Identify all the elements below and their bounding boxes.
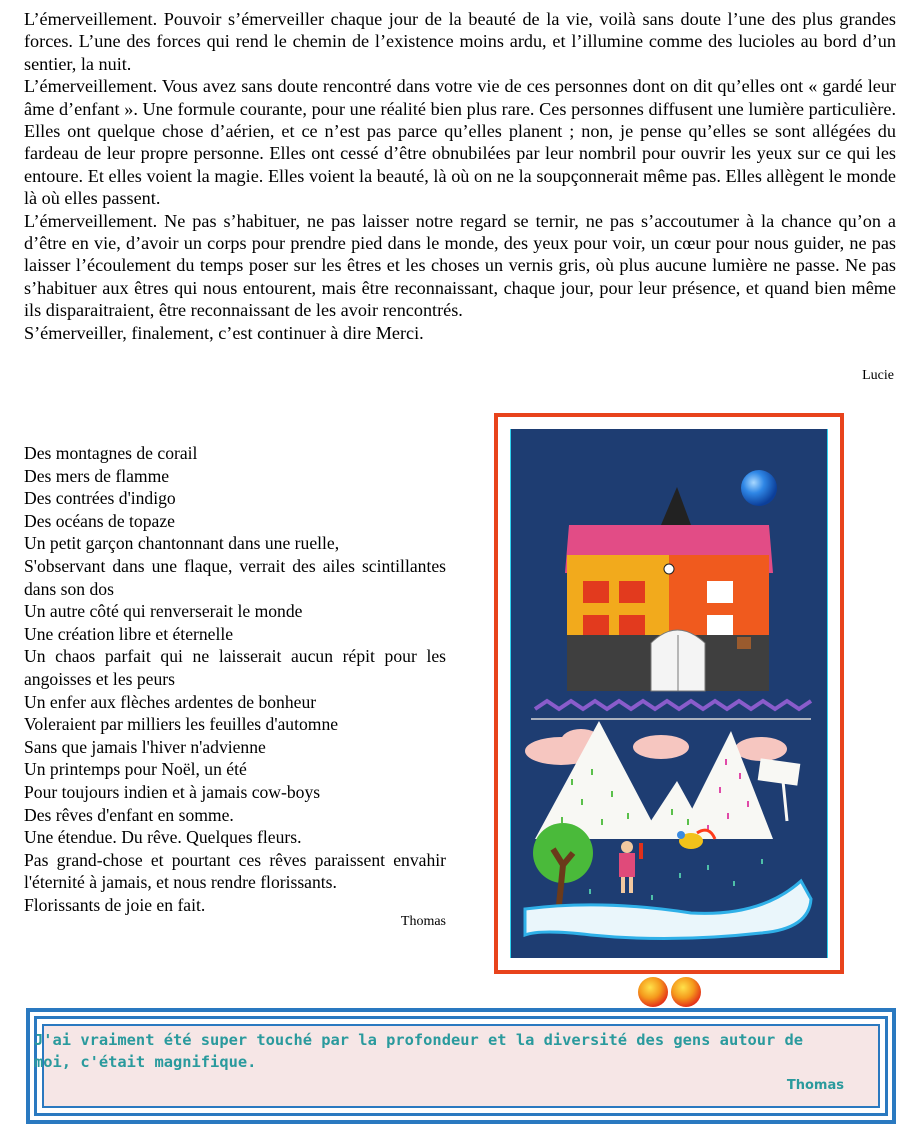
poem-line: Pas grand-chose et pourtant ces rêves paraissent envahir l'éternité à jamais, et nous rendre florissants. <box>24 849 446 893</box>
poem-line: S'observant dans une flaque, verrait des ailes scintillantes dans son dos <box>24 555 446 599</box>
essay-text <box>24 8 896 344</box>
poem-line: Un petit garçon chantonnant dans une ruelle, <box>24 533 340 554</box>
tree-drawing <box>533 823 593 905</box>
poem-line: Des montagnes de corail <box>24 443 198 463</box>
blue-ball-icon <box>741 470 777 506</box>
river-drawing <box>525 881 811 939</box>
clouds-drawing <box>525 729 787 765</box>
poem-line: Pour toujours indien et à jamais cow-boys <box>24 781 321 802</box>
poem-line: Des contrées d'indigo <box>24 488 176 509</box>
poem-line: Des océans de topaze <box>24 510 175 531</box>
orange-ball-icon <box>671 977 701 1007</box>
poem-line: Une création libre et éternelle <box>24 623 234 644</box>
zigzag-line <box>535 701 811 709</box>
poem-line: Sans que jamais l'hiver n'advienne <box>24 736 266 757</box>
poem-line: Une étendue. Du rêve. Quelques fleurs. <box>24 827 302 848</box>
child-drawing <box>511 429 827 958</box>
child-drawing-frame <box>494 413 844 974</box>
signpost-drawing <box>758 758 801 785</box>
essay-signature: Lucie <box>862 368 894 383</box>
poem <box>24 442 446 916</box>
essay-paragraph: L’émerveillement. Ne pas s’habituer, ne pas laisser notre regard se ternir, ne pas s’accoutumer à la chance qu’on a d’être en vie, d’avoir un corps pour prendre pied dans le monde, des yeux pour voir, un cœur pour nous guider, ne pas laisser l’écoulement du temps poser sur les êtres et les choses un vernis gris, où plus aucune lumière ne passe. Ne pas s’habituer aux êtres qui nous entourent, mais être reconnaissant, chaque jour, pour leur présence, et quand bien même ils disparaitraient, être reconnaissant de les avoir rencontrés. <box>24 210 896 321</box>
poem-line: Florissants de joie en fait. <box>24 894 206 915</box>
orange-ball-icon <box>638 977 668 1007</box>
poem-line: Voleraient par milliers les feuilles d'automne <box>24 714 339 735</box>
poem-line: Un chaos parfait qui ne laisserait aucun répit pour les angoisses et les peurs <box>24 646 446 689</box>
poem-line: Un enfer aux flèches ardentes de bonheur <box>24 691 317 712</box>
poem-line: Un printemps pour Noël, un été <box>24 759 247 780</box>
poem-signature: Thomas <box>400 914 446 929</box>
quote-text: J'ai vraiment été super touché par la profondeur et la diversité des gens autour de moi, c'était magnifique. <box>34 1031 804 1071</box>
essay-paragraph: L’émerveillement. Vous avez sans doute rencontré dans votre vie de ces personnes dont on dit qu’elles ont « gardé leur âme d’enfant ». Une formule courante, pour une réalité bien plus rare. Ces personnes diffusent une lumière particulière. Elles ont quelque chose d’aérien, et ce n’est pas parce qu’elles planent ; non, je pense qu’elles se sont allégées du fardeau de leur propre personne. Elles ont cessé d’être obnubilées par leur nombril pour ouvrir les yeux sur ce qui les entoure. Et elles voient la magie. Elles voient la beauté, là où on ne la soupçonnerait même pas. Elles allègent le monde là où elles passent. <box>24 76 896 209</box>
essay-paragraph: S’émerveiller, finalement, c’est continuer à dire Merci. <box>24 322 424 343</box>
quote-signature: Thomas <box>786 1078 844 1093</box>
house-drawing <box>565 487 773 691</box>
poem-line: Des mers de flamme <box>24 465 170 486</box>
essay-paragraph: L’émerveillement. Pouvoir s’émerveiller chaque jour de la beauté de la vie, voilà sans doute l’une des plus grandes forces. L’une des forces qui rend le chemin de l’existence moins ardu, et l’illumine comme des lucioles au bord d’un sentier, la nuit. <box>24 9 896 74</box>
poem-line: Des rêves d'enfant en somme. <box>24 804 234 825</box>
poem-line: Un autre côté qui renverserait le monde <box>24 601 303 622</box>
orange-balls-decoration <box>636 976 706 1008</box>
girl-drawing <box>619 841 643 893</box>
